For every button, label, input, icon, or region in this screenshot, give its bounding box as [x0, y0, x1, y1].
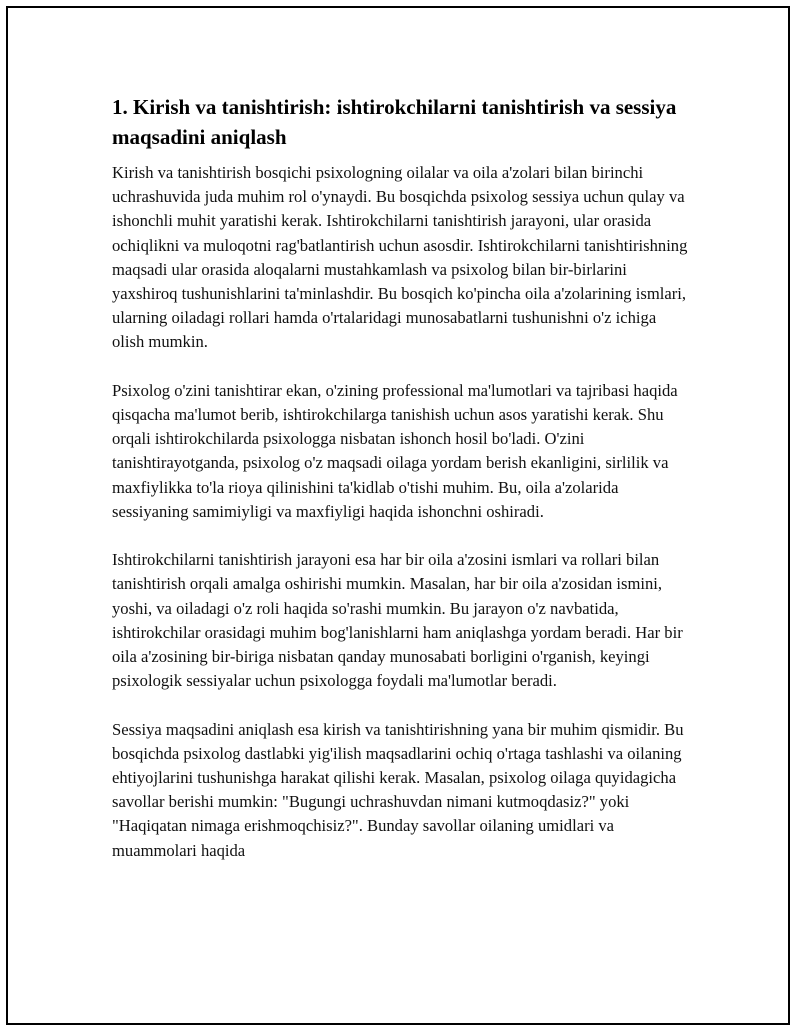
paragraph-session-goal: Sessiya maqsadini aniqlash esa kirish va tanishtirishning yana bir muhim qismidir. Bu bosqichda psixolog dastlabki yig'ilish maqsadlarini ochiq o'rtaga tashlashi va oilaning ehtiyojlarini tushunishga harakat qilishi kerak. Masalan, psixolog oilaga quyidagicha savollar berishi mumkin: "Bugungi uchrashuvdan nimani kutmoqdasiz?" yoki "Haqiqatan nimaga erishmoqchisiz?". Bunday savollar oilaning umidlari va muammolari haqida	[112, 719, 684, 860]
paragraph-psychologist-self-introduction: Psixolog o'zini tanishtirar ekan, o'zining professional ma'lumotlari va tajribasi haqida qisqacha ma'lumot berib, ishtirokchilarga tanishish uchun asos yaratishi kerak. Shu orqali ishtirokchilarda psixologga nisbatan ishonch hosil bo'ladi. O'zini tanishtirayotganda, psixolog o'z maqsadi oilaga yordam berish ekanligini, sirlilik va maxfiylikka to'la rioya qilinishini ta'kidlab o'tishi muhim. Bu, oila a'zolarida sessiyaning samimiyligi va maxfiyligi haqida ishonchni oshiradi.	[112, 380, 678, 521]
document-body	[112, 92, 688, 887]
paragraph-introduction: Kirish va tanishtirish bosqichi psixologning oilalar va oila a'zolari bilan birinchi uchrashuvida juda muhim rol o'ynaydi. Bu bosqichda psixolog sessiya uchun qulay va ishonchli muhit yaratishi kerak. Ishtirokchilarni tanishtirish jarayoni, ular orasida ochiqlikni va muloqotni rag'batlantirish uchun asosdir. Ishtirokchilarni tanishtirishning maqsadi ular orasida aloqalarni mustahkamlash va psixolog bilan bir-birlarini yaxshiroq tushunishlarini ta'minlashdir. Bu bosqich ko'pincha oila a'zolarining ismlari, ularning oiladagi rollari hamda o'rtalaridagi munosabatlarni tushunishni o'z ichiga olish mumkin.	[112, 163, 688, 352]
section-heading: 1. Kirish va tanishtirish: ishtirokchilarni tanishtirish va sessiya maqsadini aniqlash	[112, 95, 677, 149]
paragraph-participant-introduction: Ishtirokchilarni tanishtirish jarayoni esa har bir oila a'zosini ismlari va rollari bilan tanishtirish orqali amalga oshirishi mumkin. Masalan, har bir oila a'zosidan ismini, yoshi, va oiladagi o'z roli haqida so'rashi mumkin. Bu jarayon o'z navbatida, ishtirokchilar orasidagi muhim bog'lanishlarni ham aniqlashga yordam beradi. Har bir oila a'zosining bir-biriga nisbatan qanday munosabati borligini o'rganish, keyingi psixologik sessiyalar uchun psixologga foydali ma'lumotlar beradi.	[112, 550, 683, 691]
